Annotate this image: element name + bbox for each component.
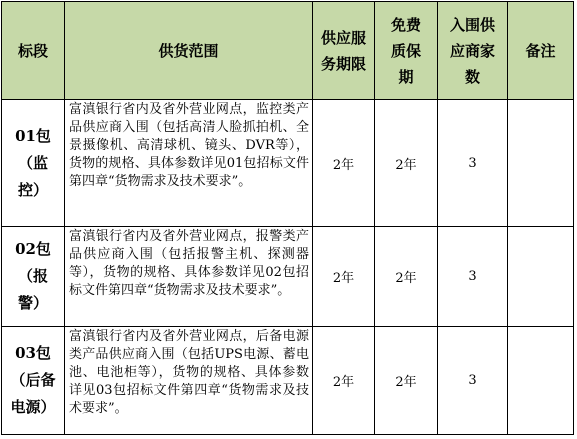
header-note: 备注 [508,2,574,100]
segment-cell [2,100,65,227]
header-scope: 供货范围 [65,2,313,100]
scope-cell: 富滇银行省内及省外营业网点，后备电源类产品供应商入围（包括UPS电源、蓄电池、电池柜等），货物的规格、具体参数详见03包招标文件第四章“货物需求及技术要求”。 [65,327,313,435]
header-segment: 标段 [2,2,65,100]
header-supplier-count-text: 入围供应商家数 [449,15,495,86]
scope-cell: 富滇银行省内及省外营业网点，报警类产品供应商入围（包括报警主机、探测器等），货物的规格、具体参数详见02包招标文件第四章“货物需求及技术要求”。 [65,227,313,327]
note-cell [508,227,574,327]
service-period-cell: 2年 [313,227,375,327]
table-row [2,227,574,327]
scope-cell: 富滇银行省内及省外营业网点，监控类产品供应商入围（包括高清人脸抓拍机、全景摄像机、高清球机、镜头、DVR等），货物的规格、具体参数详见01包招标文件第四章“货物需求及技术要求”。 [65,100,313,227]
header-service-period-text: 供应服务期限 [320,28,366,73]
segment-text: 01包（监控） [15,126,51,199]
warranty-cell: 2年 [375,100,438,227]
header-row [2,2,574,100]
warranty-cell: 2年 [375,227,438,327]
header-service-period [313,2,375,100]
table-row [2,327,574,435]
warranty-cell: 2年 [375,327,438,435]
segment-text: 03包（后备电源） [10,344,56,416]
supplier-count-cell: 3 [438,327,508,435]
supplier-count-cell: 3 [438,227,508,327]
header-warranty [375,2,438,100]
supply-scope-table [1,1,574,435]
note-cell [508,100,574,227]
note-cell [508,327,574,435]
segment-text: 02包（报警） [15,240,51,312]
header-supplier-count [438,2,508,100]
header-warranty-text: 免费质保期 [390,15,421,86]
table-row [2,100,574,227]
service-period-cell: 2年 [313,100,375,227]
supplier-count-cell: 3 [438,100,508,227]
segment-cell [2,327,65,435]
service-period-cell: 2年 [313,327,375,435]
segment-cell [2,227,65,327]
